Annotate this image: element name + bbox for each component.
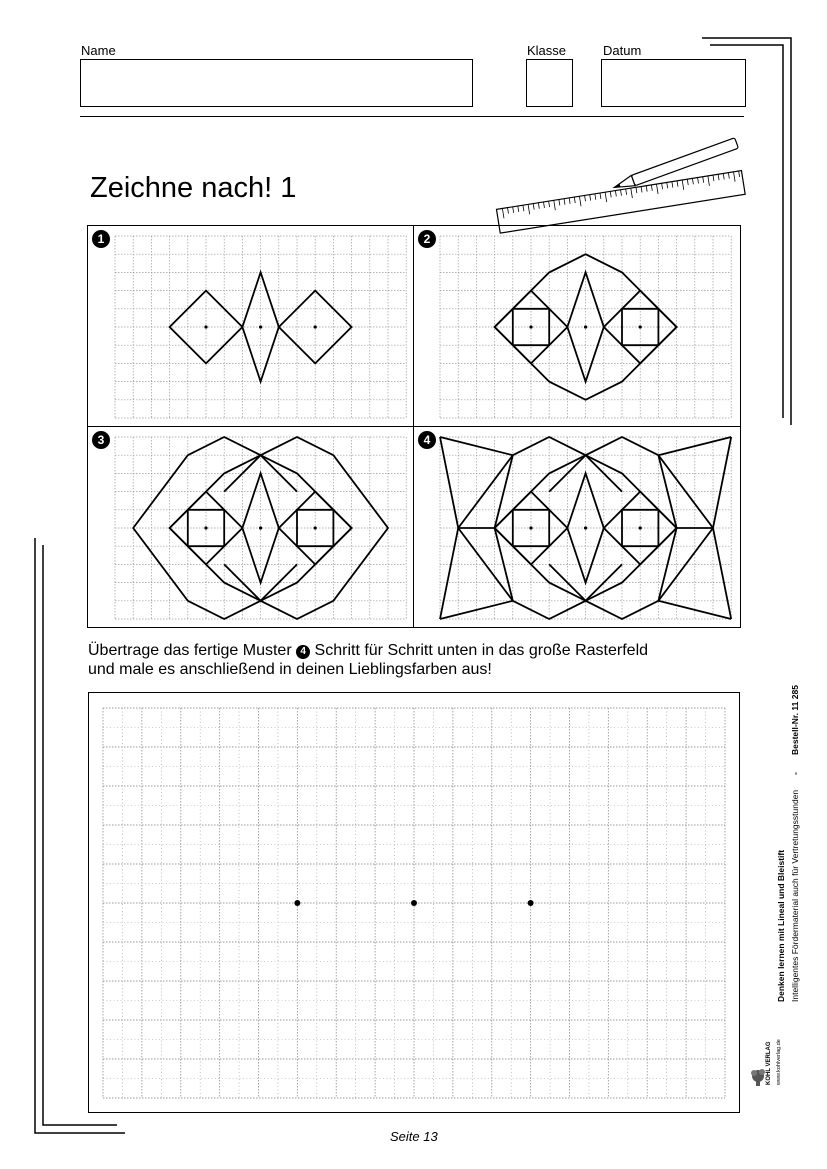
- instruction-text: [88, 641, 748, 679]
- publisher-name: KOHL VERLAG: [766, 1041, 772, 1085]
- book-title: Denken lernen mit Lineal und Bleistift: [776, 849, 786, 1002]
- pattern-panel-3: [115, 437, 412, 619]
- panel-number-3: 3: [92, 431, 110, 449]
- instruction-line-1-start: Übertrage das fertige Muster: [88, 642, 297, 659]
- pattern-panel-1: [115, 236, 412, 418]
- publisher-website: www.kohlverlag.de: [776, 1039, 782, 1085]
- pattern-panel-4: [440, 437, 737, 619]
- page-title: Zeichne nach! 1: [90, 172, 297, 204]
- page-number: Seite 13: [390, 1129, 438, 1144]
- name-label: Name: [81, 43, 116, 58]
- panel-number-4: 4: [418, 431, 436, 449]
- drawing-grid[interactable]: [103, 708, 725, 1098]
- instruction-line-1-end: Schritt für Schritt unten in das große Rasterfeld: [310, 642, 649, 659]
- instruction-number-badge: 4: [296, 645, 310, 659]
- order-number: Bestell-Nr. 11 285: [790, 685, 800, 755]
- book-subtitle: Intelligentes Fördermaterial auch für Vertretungsstunden: [790, 789, 800, 1002]
- ruler-pencil-illustration: [495, 128, 750, 233]
- class-label: Klasse: [527, 43, 567, 58]
- panel-number-1: 1: [92, 230, 110, 248]
- instruction-line-2: und male es anschließend in deinen Lieblingsfarben aus!: [88, 661, 492, 678]
- date-label: Datum: [603, 43, 642, 58]
- panel-number-2: 2: [418, 230, 436, 248]
- sidebar-separator: -: [790, 772, 800, 775]
- pattern-panel-2: [440, 236, 737, 418]
